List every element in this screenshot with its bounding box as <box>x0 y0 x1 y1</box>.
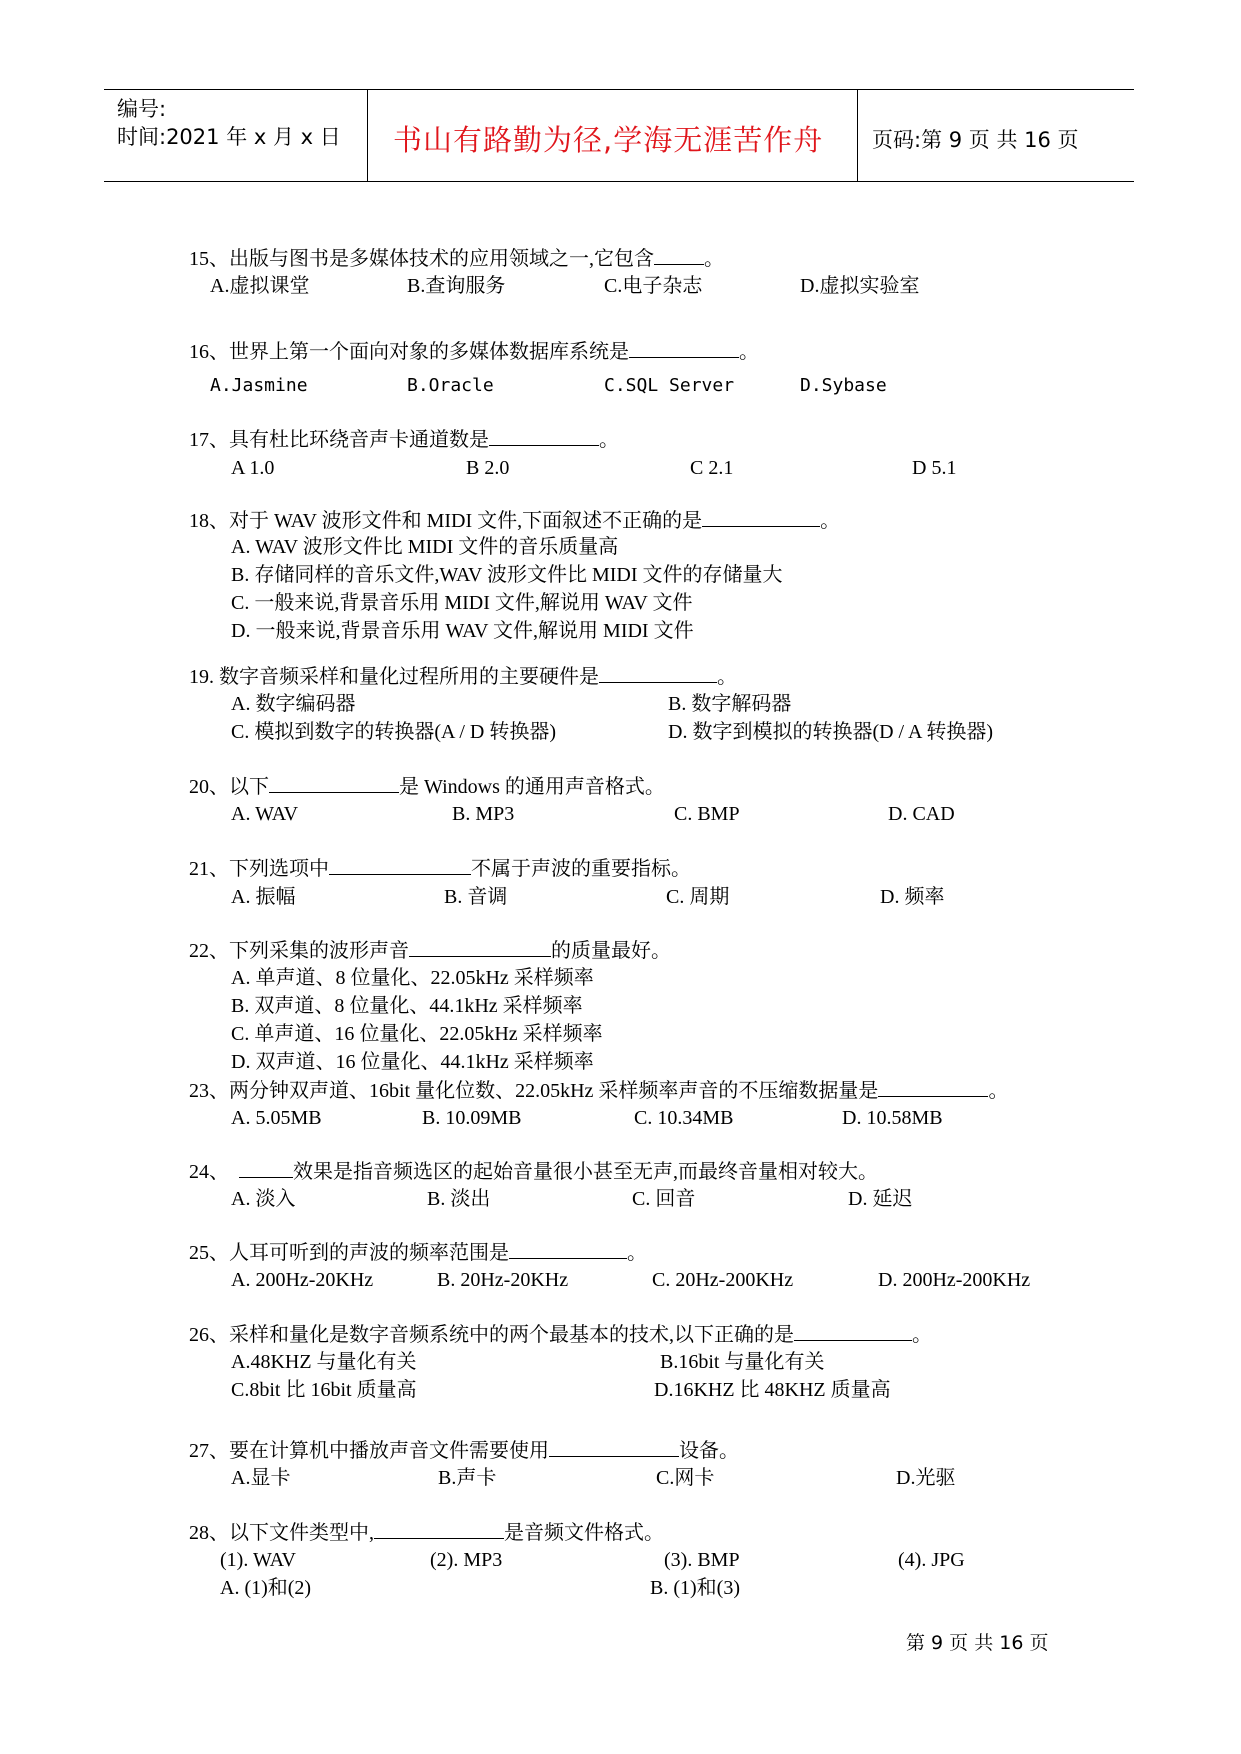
question-26-prefix: 26、采样和量化是数字音频系统中的两个最基本的技术,以下正确的是 <box>189 1324 794 1346</box>
question-26-stem <box>189 1322 932 1347</box>
q17-option-b: B 2.0 <box>466 457 510 479</box>
q24-option-a: A. 淡入 <box>231 1188 296 1210</box>
q22-option-d: D. 双声道、16 位量化、44.1kHz 采样频率 <box>231 1051 594 1073</box>
q28-item-4: (4). JPG <box>898 1549 965 1571</box>
q15-option-d: D.虚拟实验室 <box>800 275 920 297</box>
question-23-stem <box>189 1078 1008 1103</box>
q23-option-c: C. 10.34MB <box>634 1107 734 1129</box>
q23-option-a: A. 5.05MB <box>231 1107 322 1129</box>
question-22-suffix: 的质量最好。 <box>551 940 671 962</box>
question-28-prefix: 28、以下文件类型中, <box>189 1522 374 1544</box>
question-19-stem <box>189 664 737 689</box>
question-17-stem <box>189 427 619 452</box>
q21-option-d: D. 频率 <box>880 886 945 908</box>
question-25-prefix: 25、人耳可听到的声波的频率范围是 <box>189 1242 509 1264</box>
question-20-suffix: 是 Windows 的通用声音格式。 <box>399 776 665 798</box>
question-22-prefix: 22、下列采集的波形声音 <box>189 940 409 962</box>
q26-option-c: C.8bit 比 16bit 质量高 <box>231 1379 417 1401</box>
q28-option-a: A. (1)和(2) <box>220 1577 312 1599</box>
answer-blank <box>549 1438 679 1457</box>
q27-option-a: A.显卡 <box>231 1467 291 1489</box>
q26-option-d: D.16KHZ 比 48KHZ 质量高 <box>654 1379 891 1401</box>
q18-option-c: C. 一般来说,背景音乐用 MIDI 文件,解说用 WAV 文件 <box>231 592 693 614</box>
q16-option-a: A.Jasmine <box>210 375 308 396</box>
question-25-stem <box>189 1240 647 1265</box>
question-24-suffix: 效果是指音频选区的起始音量很小甚至无声,而最终音量相对较大。 <box>293 1161 878 1183</box>
q23-option-d: D. 10.58MB <box>842 1107 943 1129</box>
answer-blank <box>629 339 739 358</box>
header-number-label: 编号: <box>117 97 167 121</box>
q15-option-b: B.查询服务 <box>407 275 506 297</box>
question-27-stem <box>189 1438 739 1463</box>
q23-option-b: B. 10.09MB <box>422 1107 522 1129</box>
q25-option-a: A. 200Hz-20KHz <box>231 1269 374 1291</box>
answer-blank <box>489 427 599 446</box>
q28-item-1: (1). WAV <box>220 1549 296 1571</box>
q21-option-c: C. 周期 <box>666 886 730 908</box>
q25-option-d: D. 200Hz-200KHz <box>878 1269 1031 1291</box>
q17-option-d: D 5.1 <box>912 457 957 479</box>
answer-blank <box>878 1078 988 1097</box>
q27-option-c: C.网卡 <box>656 1467 715 1489</box>
answer-blank <box>702 508 820 527</box>
q28-item-3: (3). BMP <box>664 1549 740 1571</box>
q20-option-a: A. WAV <box>231 803 299 825</box>
q16-option-d: D.Sybase <box>800 375 887 396</box>
q19-option-b: B. 数字解码器 <box>668 693 792 715</box>
question-16-stem <box>189 339 759 364</box>
q15-option-a: A.虚拟课堂 <box>210 275 310 297</box>
q15-option-c: C.电子杂志 <box>604 275 703 297</box>
q28-item-2: (2). MP3 <box>430 1549 503 1571</box>
question-27-suffix: 设备。 <box>679 1440 739 1462</box>
question-15-prefix: 15、出版与图书是多媒体技术的应用领域之一,它包含 <box>189 248 654 270</box>
question-18-suffix: 。 <box>820 510 841 532</box>
question-21-suffix: 不属于声波的重要指标。 <box>471 858 691 880</box>
question-15-suffix: 。 <box>704 248 724 270</box>
answer-blank <box>329 856 471 875</box>
q18-option-a: A. WAV 波形文件比 MIDI 文件的音乐质量高 <box>231 536 619 558</box>
question-28-suffix: 是音频文件格式。 <box>504 1522 664 1544</box>
question-16-suffix: 。 <box>739 341 759 363</box>
q16-option-c: C.SQL Server <box>604 375 735 396</box>
question-25-suffix: 。 <box>627 1242 647 1264</box>
question-19-prefix: 19. 数字音频采样和量化过程所用的主要硬件是 <box>189 666 599 688</box>
q18-option-d: D. 一般来说,背景音乐用 WAV 文件,解说用 MIDI 文件 <box>231 620 694 642</box>
q26-option-a: A.48KHZ 与量化有关 <box>231 1351 417 1373</box>
q19-option-a: A. 数字编码器 <box>231 693 356 715</box>
header-time-label: 时间:2021 年 x 月 x 日 <box>117 125 341 149</box>
question-28-stem <box>189 1520 664 1545</box>
header-top-rule <box>104 89 1134 90</box>
question-21-prefix: 21、下列选项中 <box>189 858 329 880</box>
question-22-stem <box>189 938 671 963</box>
question-17-prefix: 17、具有杜比环绕音声卡通道数是 <box>189 429 489 451</box>
question-20-stem <box>189 774 665 799</box>
q22-option-a: A. 单声道、8 位量化、22.05kHz 采样频率 <box>231 967 594 989</box>
q19-option-d: D. 数字到模拟的转换器(D / A 转换器) <box>668 721 993 743</box>
q21-option-b: B. 音调 <box>444 886 508 908</box>
question-23-suffix: 。 <box>988 1080 1009 1102</box>
header-divider-left <box>367 89 368 181</box>
question-18-prefix: 18、对于 WAV 波形文件和 MIDI 文件,下面叙述不正确的是 <box>189 510 703 532</box>
q20-option-c: C. BMP <box>674 803 740 825</box>
q24-option-d: D. 延迟 <box>848 1188 913 1210</box>
question-17-suffix: 。 <box>599 429 619 451</box>
question-24-stem <box>189 1159 878 1184</box>
question-24-prefix: 24、 <box>189 1161 229 1183</box>
question-18-stem <box>189 508 840 533</box>
question-23-prefix: 23、两分钟双声道、16bit 量化位数、22.05kHz 采样频率声音的不压缩数据量是 <box>189 1080 879 1102</box>
question-20-prefix: 20、以下 <box>189 776 269 798</box>
header-motto: 书山有路勤为径,学海无涯苦作舟 <box>393 123 824 157</box>
answer-blank <box>599 664 717 683</box>
question-19-suffix: 。 <box>717 666 737 688</box>
q16-option-b: B.Oracle <box>407 375 494 396</box>
q22-option-c: C. 单声道、16 位量化、22.05kHz 采样频率 <box>231 1023 603 1045</box>
question-26-suffix: 。 <box>912 1324 932 1346</box>
q27-option-b: B.声卡 <box>438 1467 497 1489</box>
q17-option-c: C 2.1 <box>690 457 734 479</box>
header-page-info: 页码:第 9 页 共 16 页 <box>872 128 1079 152</box>
answer-blank <box>269 774 399 793</box>
question-21-stem <box>189 856 691 881</box>
answer-blank <box>794 1322 912 1341</box>
answer-blank <box>509 1240 627 1259</box>
q24-option-c: C. 回音 <box>632 1188 696 1210</box>
q28-option-b: B. (1)和(3) <box>650 1577 740 1599</box>
header-divider-right <box>857 89 858 181</box>
page-footer: 第 9 页 共 16 页 <box>906 1632 1049 1654</box>
q27-option-d: D.光驱 <box>896 1467 956 1489</box>
question-27-prefix: 27、要在计算机中播放声音文件需要使用 <box>189 1440 549 1462</box>
q20-option-b: B. MP3 <box>452 803 515 825</box>
answer-blank <box>374 1520 504 1539</box>
q21-option-a: A. 振幅 <box>231 886 296 908</box>
q24-option-b: B. 淡出 <box>427 1188 491 1210</box>
q18-option-b: B. 存储同样的音乐文件,WAV 波形文件比 MIDI 文件的存储量大 <box>231 564 783 586</box>
q19-option-c: C. 模拟到数字的转换器(A / D 转换器) <box>231 721 556 743</box>
answer-blank <box>654 246 704 265</box>
q25-option-c: C. 20Hz-200KHz <box>652 1269 794 1291</box>
q26-option-b: B.16bit 与量化有关 <box>660 1351 825 1373</box>
q20-option-d: D. CAD <box>888 803 955 825</box>
q17-option-a: A 1.0 <box>231 457 275 479</box>
answer-blank <box>239 1159 293 1178</box>
question-15-stem <box>189 246 724 271</box>
question-16-prefix: 16、世界上第一个面向对象的多媒体数据库系统是 <box>189 341 629 363</box>
answer-blank <box>409 938 551 957</box>
q22-option-b: B. 双声道、8 位量化、44.1kHz 采样频率 <box>231 995 583 1017</box>
header-bottom-rule <box>104 181 1134 182</box>
q25-option-b: B. 20Hz-20KHz <box>437 1269 569 1291</box>
